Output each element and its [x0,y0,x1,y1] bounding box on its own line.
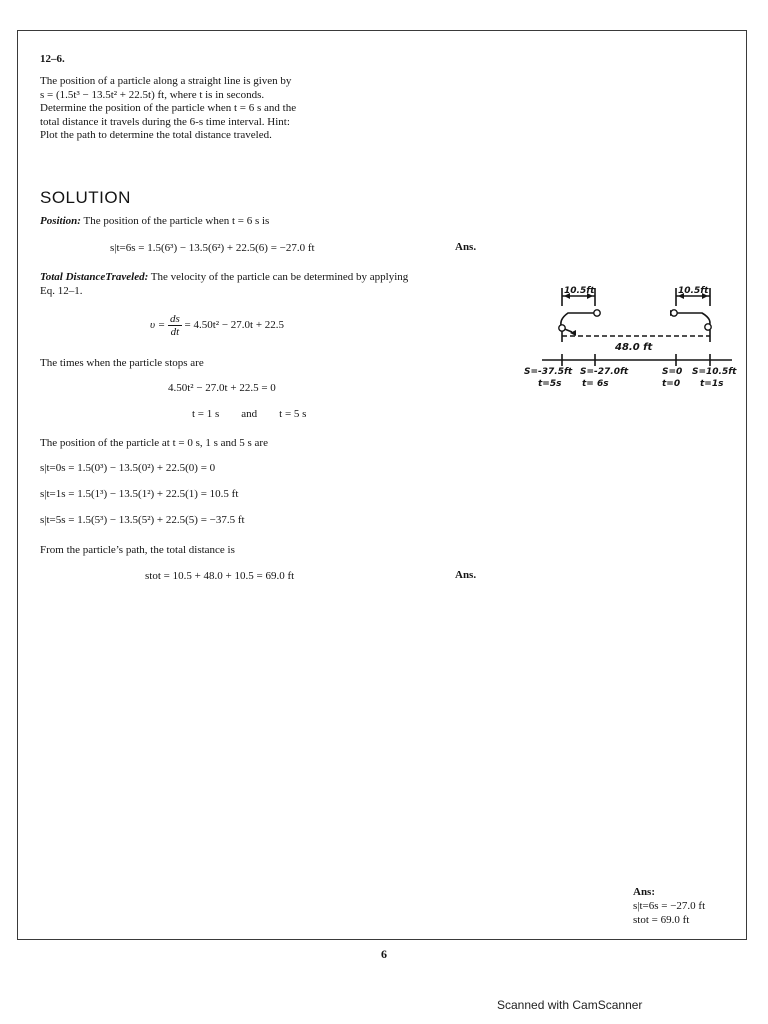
velocity-equation [150,313,284,338]
answer-tag: Ans. [455,241,477,253]
answer-box-line2: stot = 69.0 ft [633,914,690,926]
answer-box-line1: s|t=6s = −27.0 ft [633,900,706,912]
roots-equation: t = 1 s and t = 5 s [192,408,307,420]
stops-text: The times when the particle stops are [40,357,204,369]
stops-equation: 4.50t² − 27.0t + 22.5 = 0 [168,382,276,394]
positions-text: The position of the particle at t = 0 s, 1 s and 5 s are [40,437,268,449]
problem-line: s = (1.5t³ − 13.5t² + 22.5t) ft, where t is in seconds. [40,88,265,101]
path-text: From the particle’s path, the total distance is [40,544,235,556]
total-equation: stot = 10.5 + 48.0 + 10.5 = 69.0 ft [145,570,295,582]
scanner-watermark: Scanned with CamScanner [497,998,643,1012]
page-number: 6 [381,947,387,961]
distance-paragraph [40,270,408,284]
position-label: Position: [40,215,81,227]
solution-heading: SOLUTION [40,188,131,207]
problem-line: The position of a particle along a straight line is given by [40,75,292,87]
problem-line: total distance it travels during the 6-s time interval. Hint: [40,115,290,128]
position-text: The position of the particle when t = 6 s is [80,215,270,227]
sketch-s-label: S=-27.0ft [580,367,629,377]
velocity-rhs: = 4.50t² − 27.0t + 22.5 [184,319,285,332]
sketch-t-label: t=5s [538,379,562,389]
sketch-t-label: t= 6s [582,379,609,389]
s0-equation: s|t=0s = 1.5(0³) − 13.5(0²) + 22.5(0) = 0 [40,462,216,474]
distance-text: The velocity of the particle can be determined by applying [148,271,409,283]
sketch-t-label: t=0 [662,379,681,389]
s5-equation: s|t=5s = 1.5(5³) − 13.5(5²) + 22.5(5) = −37.5 ft [40,514,245,526]
middle-segment-label: 48.0 ft [615,342,653,353]
answer-tag: Ans. [455,569,477,581]
velocity-fraction [168,313,182,338]
right-segment-label: 10.5ft [678,286,709,296]
problem-line: Determine the position of the particle when t = 6 s and the [40,102,297,114]
page-frame [17,30,747,940]
s1-equation: s|t=1s = 1.5(1³) − 13.5(1²) + 22.5(1) = 10.5 ft [40,488,239,500]
position-equation: s|t=6s = 1.5(6³) − 13.5(6²) + 22.5(6) = −27.0 ft [110,242,315,254]
distance-text-2: Eq. 12–1. [40,285,83,297]
left-segment-label: 10.5ft [564,286,595,296]
sketch-s-label: S=0 [662,367,683,377]
sketch-s-label: S=10.5ft [692,367,737,377]
problem-line: Plot the path to determine the total distance traveled. [40,129,272,141]
position-paragraph [40,214,269,228]
distance-label: Total DistanceTraveled: [40,271,149,283]
path-sketch [520,280,740,395]
fraction-denominator: dt [170,326,180,338]
velocity-lhs: υ = [150,319,166,332]
sketch-t-label: t=1s [700,379,724,389]
answer-box-label: Ans: [633,886,656,898]
fraction-numerator: ds [169,313,180,325]
sketch-s-label: S=-37.5ft [524,367,573,377]
problem-number: 12–6. [40,53,65,65]
problem-statement [40,75,360,143]
